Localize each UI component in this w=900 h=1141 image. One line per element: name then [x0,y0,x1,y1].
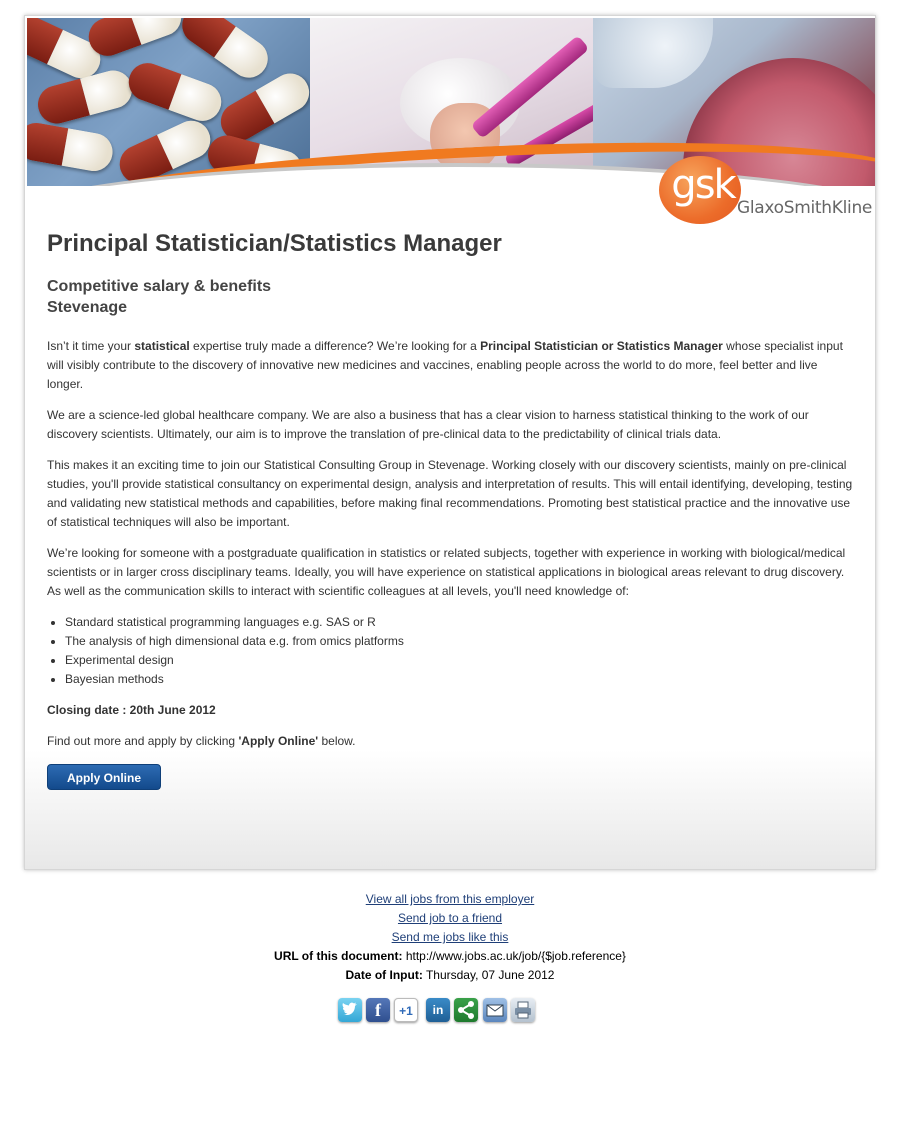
date-of-input: Date of Input: Thursday, 07 June 2012 [345,968,555,982]
send-similar-jobs-link[interactable]: Send me jobs like this [391,930,509,944]
intro-paragraph: Isn’t it time your statistical expertise truly made a difference? We’re looking for a Principal Statistician or Statistics Manager whose specialist input will visibly contribute to the discovery of innovative new medicines and vaccines, enabling people across the world to do more, feel better and live longer. [47,339,843,391]
capsules-photo [27,18,310,186]
list-item: • Experimental design [65,651,855,670]
job-description [47,337,855,763]
footer [0,890,900,985]
location: Stevenage [47,299,128,316]
send-to-friend-link[interactable]: Send job to a friend [397,911,503,925]
company-paragraph: We are a science-led global healthcare company. We are also a business that has a clear vision to harness statistical thinking to the work of our discovery scientists. Ultimately, our aim is to improve the translation of pre-clinical data to the predictability of clinical trials data. [47,408,809,441]
company-name: GlaxoSmithKline [737,198,873,218]
linkedin-icon[interactable]: in [426,998,450,1022]
job-subheading [47,276,271,318]
logo-text: gsk [671,162,735,208]
view-all-jobs-link[interactable]: View all jobs from this employer [365,892,535,906]
role-paragraph: This makes it an exciting time to join our Statistical Consulting Group in Stevenage. Working closely with our discovery scientists, mainly on pre-clinical studies, you'll provide statistical consultancy on experimental design, analysis and interpretation of results. This will entail identifying, developing, testing and validating new statistical methods and capabilities, before making final recommendations. Promoting best statistical practice and the innovative use of statistical techniques will also be important. [47,458,853,529]
apply-online-button[interactable]: Apply Online [47,764,161,790]
job-title: Principal Statistician/Statistics Manager [47,230,502,257]
list-item: • The analysis of high dimensional data e.g. from omics platforms [65,632,855,651]
list-item: • Bayesian methods [65,670,855,689]
closing-date: Closing date : 20th June 2012 [47,703,216,717]
facebook-icon[interactable]: f [366,998,390,1022]
twitter-icon[interactable] [338,998,362,1022]
google-plus-one-icon[interactable]: +1 [394,998,418,1022]
share-icon[interactable] [454,998,478,1022]
list-item: • Standard statistical programming languages e.g. SAS or R [65,613,855,632]
apply-instructions: Find out more and apply by clicking 'Apply Online' below. [47,734,356,748]
requirements-list [47,613,855,689]
email-icon[interactable] [483,998,507,1022]
requirements-paragraph: We’re looking for someone with a postgraduate qualification in statistics or related subjects, together with experience in working with biological/medical scientists or in larger cross disciplinary teams. Ideally, you will have experience on statistical applications in biological areas relevant to drug discovery. As well as the communication skills to interact with scientific colleagues at all levels, you'll need knowledge of: [47,546,846,598]
gsk-logo [659,156,874,226]
print-icon[interactable] [511,998,535,1022]
document-url: URL of this document: http://www.jobs.ac.uk/job/{$job.reference} [274,949,626,963]
salary: Competitive salary & benefits [47,278,272,295]
